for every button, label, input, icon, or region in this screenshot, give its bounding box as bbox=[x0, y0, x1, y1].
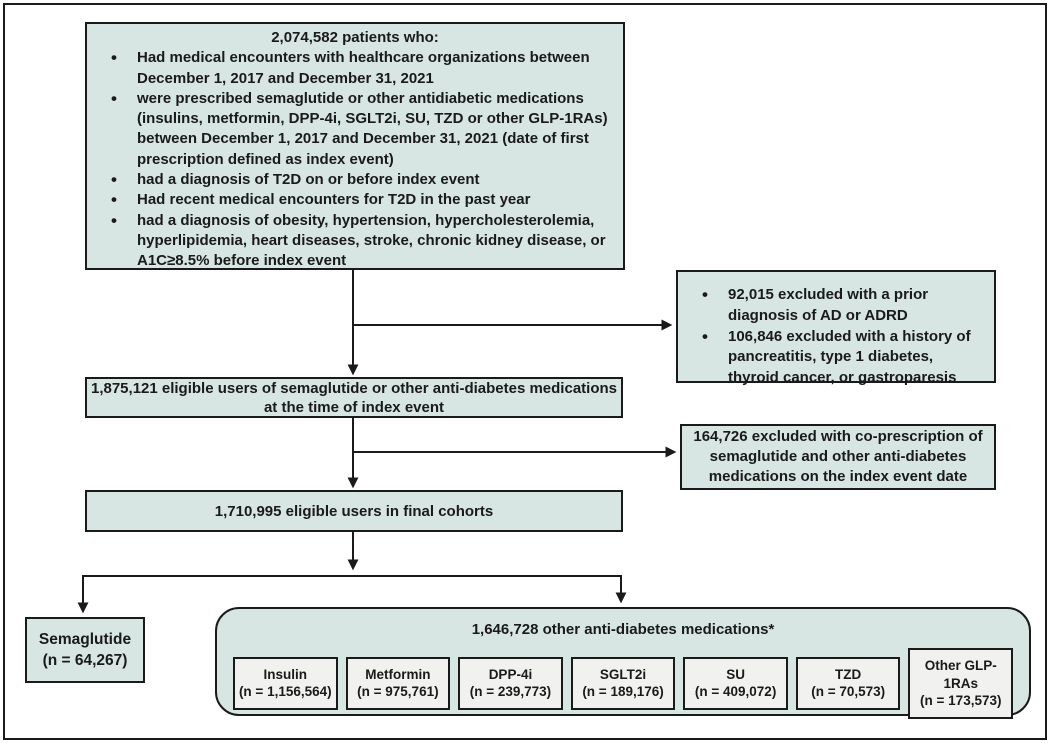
criteria-item: • had a diagnosis of obesity, hypertension, hypercholesterolemia, hyperlipidemia, heart diseases, stroke, chronic kidney disease, or A1C≥8.5% before index event bbox=[87, 211, 615, 272]
semaglutide-count: (n = 64,267) bbox=[42, 652, 128, 669]
other-medications-title: 1,646,728 other anti-diabetes medications* bbox=[471, 621, 775, 638]
medication-count: (n = 189,176) bbox=[582, 684, 664, 700]
other-medications-box bbox=[215, 607, 1031, 716]
medication-name: Insulin bbox=[263, 666, 308, 682]
semaglutide-box bbox=[25, 617, 145, 683]
medication-box-other-glp-1ras bbox=[908, 648, 1013, 719]
cohort-criteria-title: 2,074,582 patients who: bbox=[271, 29, 439, 46]
criteria-item: • had a diagnosis of T2D on or before index event bbox=[87, 170, 615, 190]
medication-box-insulin bbox=[233, 657, 338, 710]
medication-count: (n = 70,573) bbox=[811, 684, 886, 700]
criteria-item: • Had recent medical encounters for T2D in the past year bbox=[87, 190, 615, 210]
exclusion-item: • 106,846 excluded with a history of pancreatitis, type 1 diabetes, thyroid cancer, or gastroparesis bbox=[678, 327, 990, 389]
medication-count: (n = 173,573) bbox=[920, 693, 1002, 708]
medication-box-su bbox=[683, 657, 788, 710]
cohort-criteria-list bbox=[87, 48, 615, 271]
medication-count: (n = 409,072) bbox=[694, 684, 777, 700]
medication-name: Metformin bbox=[365, 666, 431, 682]
exclusion-box-2: 164,726 excluded with co-prescription of semaglutide and other anti-diabetes medications on the index event date bbox=[680, 424, 996, 490]
final-cohorts-box: 1,710,995 eligible users in final cohorts bbox=[85, 490, 623, 532]
medication-count: (n = 239,773) bbox=[469, 684, 552, 700]
exclusion-1-list bbox=[678, 285, 990, 389]
eligible-users-box: 1,875,121 eligible users of semaglutide or other anti-diabetes medications at the time of index event bbox=[85, 377, 623, 418]
medication-name: DPP-4i bbox=[488, 666, 533, 682]
medication-box-metformin bbox=[346, 657, 451, 710]
medication-name: SGLT2i bbox=[599, 666, 647, 682]
criteria-item: • were prescribed semaglutide or other antidiabetic medications (insulins, metformin, DPP-4i, SGLT2i, SU, TZD or other GLP-1RAs) between December 1, 2017 and December 31, 2021 (date of first prescription defined as index event) bbox=[87, 89, 615, 170]
semaglutide-name: Semaglutide bbox=[38, 631, 132, 648]
medication-count: (n = 1,156,564) bbox=[238, 684, 332, 700]
exclusion-item: • 92,015 excluded with a prior diagnosis of AD or ADRD bbox=[678, 285, 990, 327]
medication-name: TZD bbox=[835, 666, 862, 682]
medication-box-dpp-4i bbox=[458, 657, 563, 710]
exclusion-box-1 bbox=[676, 270, 996, 387]
cohort-criteria-box bbox=[85, 22, 625, 270]
medication-row bbox=[217, 648, 1029, 719]
criteria-item: • Had medical encounters with healthcare organizations between December 1, 2017 and December 31, 2021 bbox=[87, 48, 615, 89]
medication-name: SU bbox=[726, 666, 745, 682]
medication-count: (n = 975,761) bbox=[357, 684, 439, 700]
medication-name: Other GLP-1RAs bbox=[924, 658, 997, 691]
medication-box-tzd bbox=[796, 657, 901, 710]
medication-box-sglt2i bbox=[571, 657, 676, 710]
